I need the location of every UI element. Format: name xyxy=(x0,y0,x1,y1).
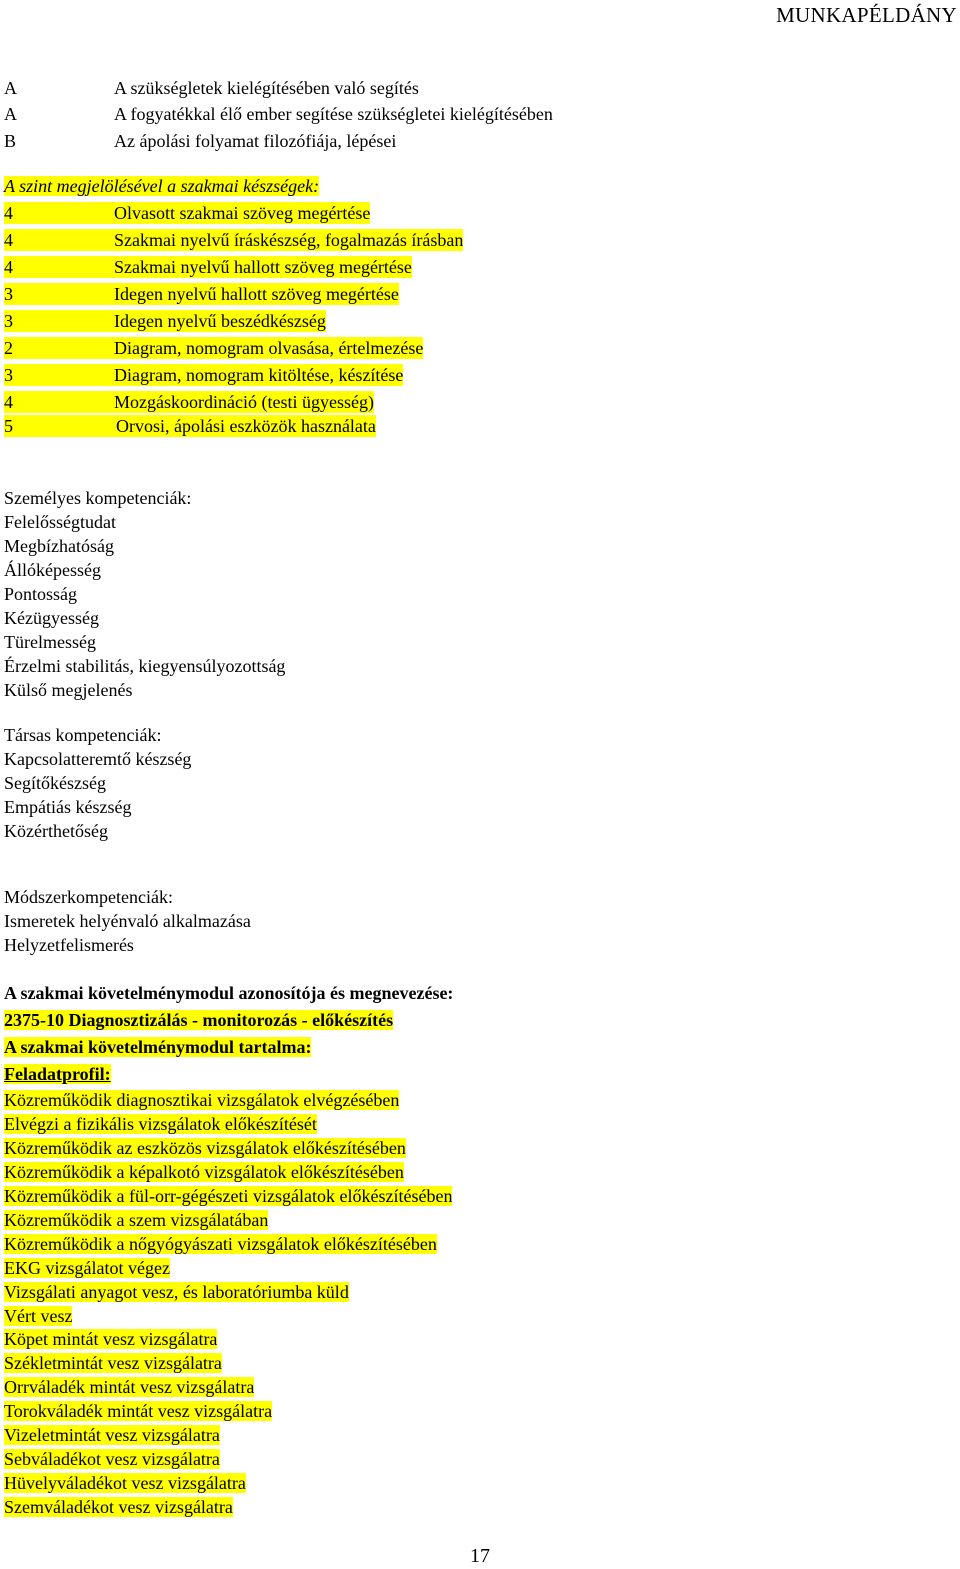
module-id-heading: A szakmai követelménymodul azonosítója és megnevezése: xyxy=(4,983,454,1003)
social-item: Empátiás készség xyxy=(4,797,132,817)
method-item: Helyzetfelismerés xyxy=(4,935,134,955)
skill-label: Szakmai nyelvű hallott szöveg megértése xyxy=(114,257,412,277)
module-id-value: 2375-10 Diagnosztizálás - monitorozás - előkészítés xyxy=(4,1010,394,1030)
task-item: Közreműködik a fül-orr-gégészeti vizsgálatok előkészítésében xyxy=(4,1186,453,1206)
personal-item: Türelmesség xyxy=(4,632,96,652)
task-item: Közreműködik diagnosztikai vizsgálatok elvégzésében xyxy=(4,1090,400,1110)
module-content-heading: A szakmai követelménymodul tartalma: xyxy=(4,1037,312,1057)
page-header-title: MUNKAPÉLDÁNY xyxy=(776,3,957,27)
profile-heading: Feladatprofil: xyxy=(4,1064,111,1084)
task-item: Orrváladék mintát vesz vizsgálatra xyxy=(4,1377,255,1397)
personal-item: Állóképesség xyxy=(4,560,101,580)
task-item: Vizeletmintát vesz vizsgálatra xyxy=(4,1425,220,1445)
item-label: A fogyatékkal élő ember segítése szükségletei kielégítésében xyxy=(114,104,553,124)
skill-label: Szakmai nyelvű íráskészség, fogalmazás írásban xyxy=(114,230,464,250)
page-number: 17 xyxy=(470,1545,490,1567)
skill-label: Mozgáskoordináció (testi ügyesség) xyxy=(114,392,374,412)
item-code: B xyxy=(4,131,17,151)
social-item: Kapcsolatteremtő készség xyxy=(4,749,192,769)
skill-label: Idegen nyelvű beszédkészség xyxy=(114,311,326,331)
social-item: Segítőkészség xyxy=(4,773,106,793)
personal-item: Pontosság xyxy=(4,584,78,604)
task-item: Vért vesz xyxy=(4,1306,73,1326)
personal-item: Megbízhatóság xyxy=(4,536,114,556)
method-item: Ismeretek helyénvaló alkalmazása xyxy=(4,911,251,931)
item-code: A xyxy=(4,78,17,98)
skill-level: 4 xyxy=(4,256,114,278)
personal-item: Kézügyesség xyxy=(4,608,99,628)
task-item: Közreműködik az eszközös vizsgálatok előkészítésében xyxy=(4,1138,406,1158)
task-item: Közreműködik a nőgyógyászati vizsgálatok előkészítésében xyxy=(4,1234,437,1254)
skill-level: 4 xyxy=(4,229,114,251)
task-item: Hüvelyváladékot vesz vizsgálatra xyxy=(4,1473,246,1493)
skill-level: 4 xyxy=(4,202,114,224)
skill-level: 3 xyxy=(4,310,114,332)
task-item: EKG vizsgálatot végez xyxy=(4,1258,170,1278)
personal-item: Felelősségtudat xyxy=(4,512,116,532)
skill-label: Orvosi, ápolási eszközök használata xyxy=(116,416,376,436)
skill-level: 3 xyxy=(4,283,114,305)
skill-label: Diagram, nomogram kitöltése, készítése xyxy=(114,365,404,385)
skill-level: 2 xyxy=(4,337,114,359)
social-item: Közérthetőség xyxy=(4,821,108,841)
personal-item: Külső megjelenés xyxy=(4,680,133,700)
skill-label: Idegen nyelvű hallott szöveg megértése xyxy=(114,284,399,304)
personal-item: Érzelmi stabilitás, kiegyensúlyozottság xyxy=(4,656,286,676)
skill-label: Diagram, nomogram olvasása, értelmezése xyxy=(114,338,424,358)
item-label: Az ápolási folyamat filozófiája, lépései xyxy=(114,131,397,151)
skills-heading: A szint megjelölésével a szakmai készségek: xyxy=(4,176,320,196)
item-code: A xyxy=(4,104,17,124)
task-item: Székletmintát vesz vizsgálatra xyxy=(4,1353,222,1373)
method-heading: Módszerkompetenciák: xyxy=(4,887,173,907)
task-item: Köpet mintát vesz vizsgálatra xyxy=(4,1329,218,1349)
personal-heading: Személyes kompetenciák: xyxy=(4,488,192,508)
social-heading: Társas kompetenciák: xyxy=(4,725,162,745)
task-item: Sebváladékot vesz vizsgálatra xyxy=(4,1449,220,1469)
item-label: A szükségletek kielégítésében való segítés xyxy=(114,78,419,98)
skill-label: Olvasott szakmai szöveg megértése xyxy=(114,203,371,223)
skill-level: 4 xyxy=(4,391,114,413)
skill-level: 5 xyxy=(4,415,116,437)
task-item: Vizsgálati anyagot vesz, és laboratóriumba küld xyxy=(4,1282,349,1302)
task-item: Közreműködik a szem vizsgálatában xyxy=(4,1210,269,1230)
task-item: Torokváladék mintát vesz vizsgálatra xyxy=(4,1401,273,1421)
task-item: Szemváladékot vesz vizsgálatra xyxy=(4,1497,233,1517)
skill-level: 3 xyxy=(4,364,114,386)
task-item: Közreműködik a képalkotó vizsgálatok előkészítésében xyxy=(4,1162,404,1182)
task-item: Elvégzi a fizikális vizsgálatok előkészítését xyxy=(4,1114,317,1134)
